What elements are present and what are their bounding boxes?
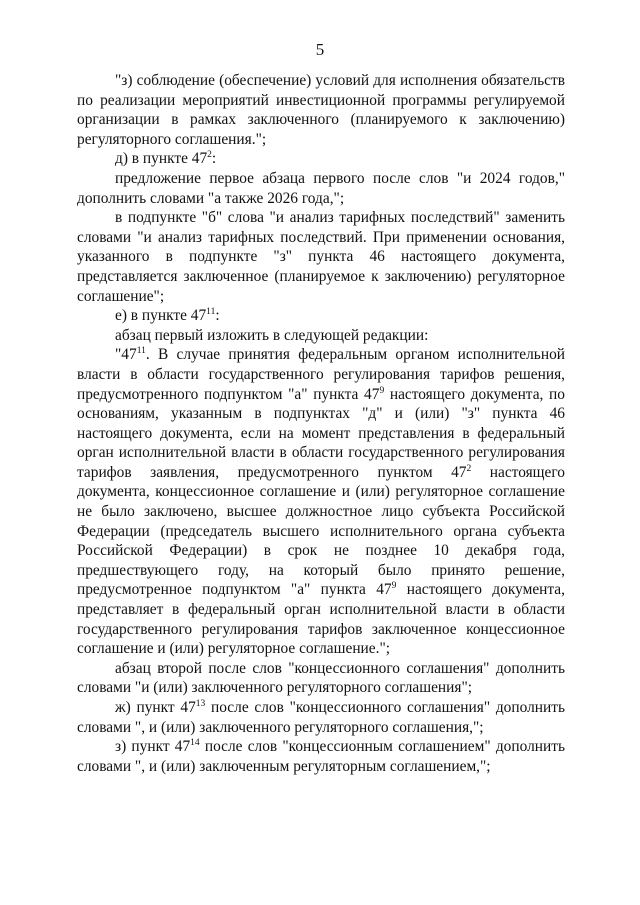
paragraph-text: предложение первое абзаца первого после слов "и 2024 годов," дополнить словами "а также 2026 года,";: [77, 169, 565, 207]
page-number: 5: [315, 40, 325, 59]
superscript-index: 2: [207, 150, 212, 161]
paragraph-text: после слов "концессионным соглашением" дополнить словами ", и (или) заключенным регуляторным соглашением,";: [77, 738, 565, 775]
paragraph-text: . В случае принятия федеральным органом исполнительной власти в области государственного регулирования тарифов решения, предусмотренного подпунктом "а" пункта 47: [77, 346, 565, 403]
document-body: [77, 71, 565, 776]
paragraph-point-e-heading: [77, 306, 565, 326]
paragraph-text: з) пункт 47: [115, 738, 191, 756]
paragraph-text: абзац первый изложить в следующей редакции:: [115, 326, 429, 344]
superscript-index: 14: [190, 738, 200, 749]
paragraph-text: д) в пункте 47: [115, 150, 208, 168]
paragraph-text: настоящего документа, по основаниям, указанным в подпунктах "д" и (или) "з" пункта 46 настоящего документа, если на момент представления в федеральный орган исполнительной власти в области государственного регулирования тарифов заявления, предусмотренного пунктом 47: [77, 385, 565, 481]
paragraph-text: в подпункте "б" слова "и анализ тарифных последствий" заменить словами "и анализ тарифных последствий. При применении основания, указанного в подпункте "з" пункта 46 настоящего документа, представляется заключенное (планируемое к заключению) регуляторное соглашение";: [77, 209, 565, 305]
paragraph-point-zh-amendment: [77, 698, 565, 737]
paragraph-text: после слов "концессионного соглашения" дополнить словами ", и (или) заключенного регуляторного соглашения,";: [77, 699, 565, 736]
superscript-index: 9: [379, 385, 385, 396]
paragraph-text: абзац второй после слов "концессионного соглашения" дополнить словами "и (или) заключенного регуляторного соглашения";: [77, 659, 565, 697]
superscript-index: 9: [391, 581, 397, 592]
superscript-index: 13: [195, 698, 206, 709]
paragraph-subpoint-b-amendment: [77, 208, 565, 306]
superscript-index: 11: [206, 307, 216, 317]
paragraph-text: е) в пункте 47: [115, 307, 207, 325]
paragraph-second-abzac-amendment: [77, 659, 565, 698]
paragraph-text: ж) пункт 47: [115, 699, 196, 716]
paragraph-text: :: [215, 307, 220, 325]
paragraph-text: "47: [115, 346, 137, 364]
paragraph-point-d-heading: [77, 149, 565, 169]
paragraph-text: "з) соблюдение (обеспечение) условий для исполнения обязательств по реализации мероприятий инвестиционной программы регулируемой организации в рамках заключенного (планируемого к заключению) регуляторного соглашения.";: [77, 72, 565, 148]
paragraph-point-z-amendment: [77, 737, 565, 776]
paragraph-text: настоящего документа, представляет в федеральный орган исполнительной власти в области государственного регулирования тарифов заключенное концессионное соглашение и (или) регуляторное соглашение.";: [77, 581, 565, 658]
paragraph-first-abzac-intro: [77, 326, 565, 346]
paragraph-text: :: [211, 150, 217, 168]
superscript-index: 2: [466, 463, 472, 474]
paragraph-first-sentence-amendment: [77, 169, 565, 208]
paragraph-new-edition-47-11: [77, 345, 565, 659]
superscript-index: 11: [136, 346, 146, 357]
paragraph-text: настоящего документа, концессионное соглашение и (или) регуляторное соглашение не было заключено, высшее должностное лицо субъекта Российской Федерации (председатель высшего исполнительного органа субъекта Российской Федерации) в срок не позднее 10 декабря года, предшествующего году, на который было принято решение, предусмотренное подпунктом "а" пункта 47: [77, 463, 565, 599]
paragraph-item-z-conditions: [77, 71, 565, 149]
